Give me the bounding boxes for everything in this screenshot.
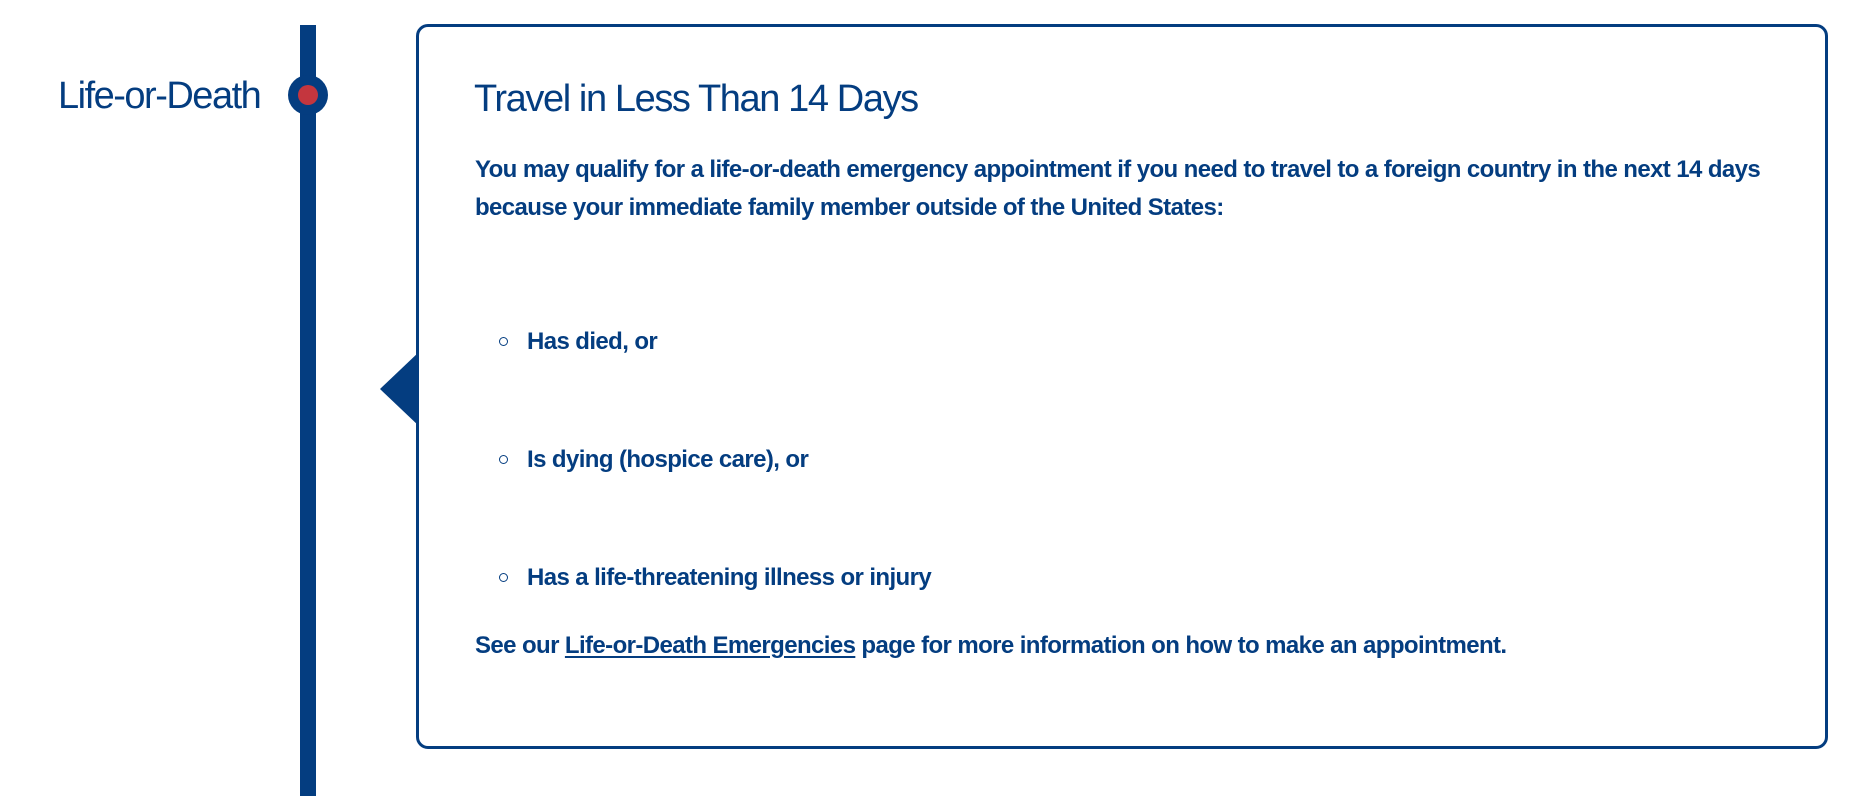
card-title: Travel in Less Than 14 Days [474, 78, 918, 120]
timeline-node-dot-icon [298, 85, 318, 105]
criteria-item-text: Has died, or [527, 328, 658, 355]
hollow-circle-bullet-icon [499, 337, 508, 346]
card-intro: You may qualify for a life-or-death emergency appointment if you need to travel to a foreign country in the next 14 days because your immediate family member outside of the United States: [475, 156, 1761, 221]
life-or-death-emergencies-link[interactable]: Life-or-Death Emergencies [564, 632, 856, 659]
hollow-circle-bullet-icon [499, 455, 508, 464]
footer-suffix: page for more information on how to make an appointment. [855, 632, 1507, 659]
left-triangle-pointer-icon [380, 351, 420, 427]
footer-prefix: See our [475, 632, 565, 659]
hollow-circle-bullet-icon [499, 573, 508, 582]
information-card [416, 24, 1828, 749]
timeline-line [300, 25, 316, 796]
timeline-node-icon [288, 75, 328, 115]
list-item [527, 323, 931, 441]
criteria-item-text: Is dying (hospice care), or [527, 446, 809, 473]
list-item [527, 441, 931, 559]
timeline-label: Life-or-Death [58, 75, 261, 117]
criteria-list [527, 323, 931, 677]
card-footer [475, 627, 1507, 665]
criteria-item-text: Has a life-threatening illness or injury [527, 564, 932, 591]
